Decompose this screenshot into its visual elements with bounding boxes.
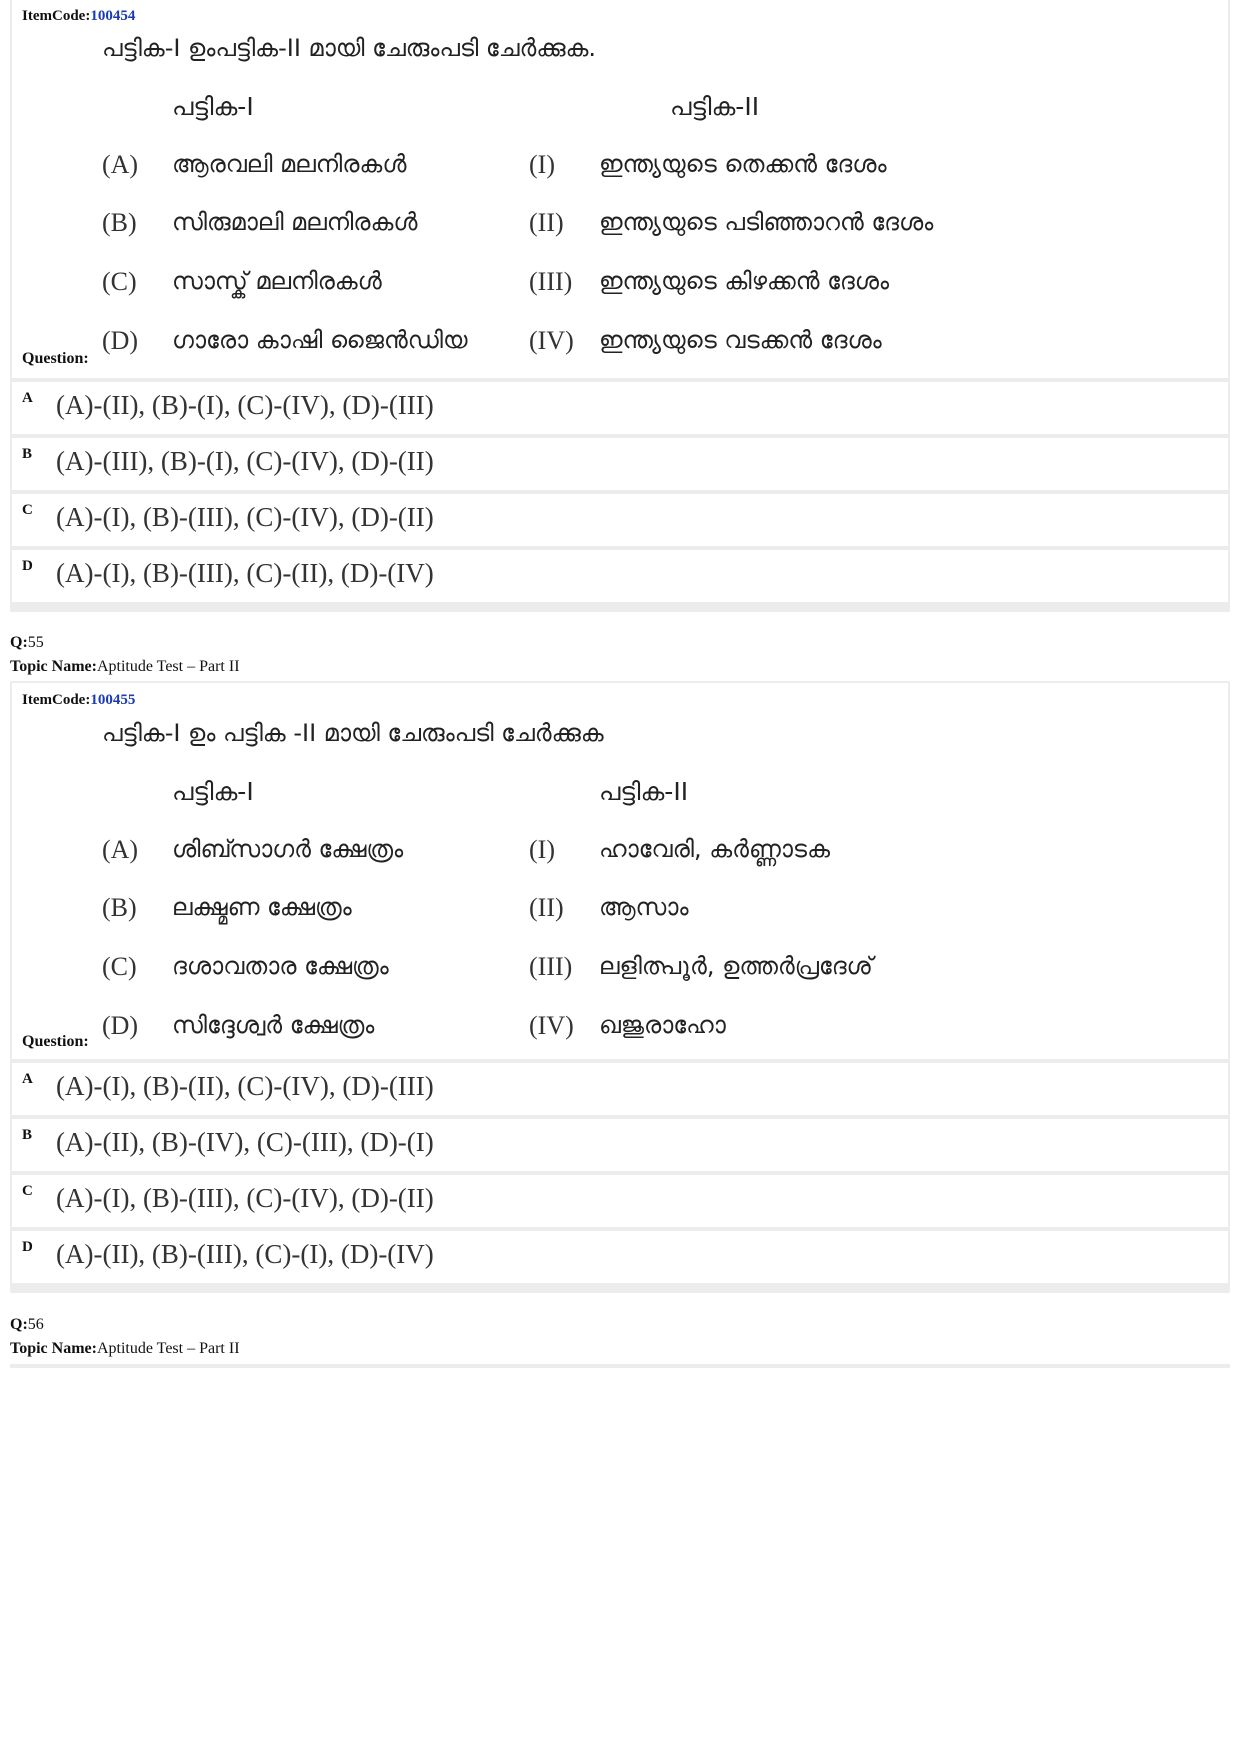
option-c[interactable]: [12, 1175, 1228, 1227]
row-label: (D): [102, 1011, 139, 1040]
row-match-label: (I): [529, 150, 555, 179]
question-block-100454: [10, 0, 1230, 612]
option-a[interactable]: [12, 382, 1228, 434]
option-text: (A)-(II), (B)-(IV), (C)-(III), (D)-(I): [56, 1127, 434, 1157]
row-match-label: (III): [529, 267, 573, 296]
row-item: ആരവലി മലനിരകൾ: [172, 150, 407, 178]
itemcode-value: 100454: [90, 8, 136, 24]
question-label: Question:: [22, 350, 89, 367]
row-match-label: (IV): [529, 1011, 574, 1040]
row-label: (B): [102, 893, 137, 922]
question-number: [10, 1316, 44, 1334]
itemcode-label: ItemCode:: [22, 692, 91, 708]
option-text: (A)-(III), (B)-(I), (C)-(IV), (D)-(II): [56, 446, 434, 476]
row-item: ലക്ഷ്മണ ക്ഷേത്രം: [172, 893, 352, 921]
row-match-item: ഹാവേരി, കർണ്ണാടക: [599, 835, 830, 863]
row-match-label: (III): [529, 952, 573, 981]
question-stem: പട്ടിക-I ഉം പട്ടിക -II മായി ചേരുംപടി ചേർക്കുക: [102, 719, 604, 747]
row-match-item: ഇന്ത്യയുടെ തെക്കൻ ദേശം: [599, 150, 887, 178]
option-text: (A)-(II), (B)-(III), (C)-(I), (D)-(IV): [56, 1239, 434, 1269]
option-letter: A: [22, 1071, 33, 1087]
match-row: [12, 208, 1228, 248]
match-row: [12, 1011, 1228, 1051]
topic-name-value: Aptitude Test – Part II: [96, 1340, 240, 1357]
row-match-label: (II): [529, 893, 564, 922]
question-number-value: 55: [27, 634, 44, 651]
match-row: [12, 893, 1228, 933]
topic-name: [10, 658, 240, 676]
question-number-value: 56: [27, 1316, 44, 1333]
option-text: (A)-(I), (B)-(III), (C)-(IV), (D)-(II): [56, 502, 434, 532]
option-letter: D: [22, 558, 33, 574]
option-text: (A)-(I), (B)-(II), (C)-(IV), (D)-(III): [56, 1071, 434, 1101]
column-1-heading: പട്ടിക-I: [172, 92, 254, 121]
row-label: (B): [102, 208, 137, 237]
topic-name-label: Topic Name:: [10, 658, 97, 675]
row-match-item: ഇന്ത്യയുടെ വടക്കൻ ദേശം: [599, 326, 882, 354]
option-text: (A)-(I), (B)-(III), (C)-(IV), (D)-(II): [56, 1183, 434, 1213]
option-letter: C: [22, 1183, 33, 1199]
question-number: [10, 634, 44, 652]
itemcode: [22, 692, 135, 709]
itemcode: [22, 8, 135, 25]
option-letter: B: [22, 1127, 33, 1143]
row-item: ശിബ്സാഗർ ക്ഷേത്രം: [172, 835, 404, 863]
match-row: [12, 150, 1228, 190]
column-2-heading: പട്ടിക-II: [670, 92, 760, 121]
row-label: (C): [102, 267, 137, 296]
option-letter: A: [22, 390, 33, 406]
row-match-label: (IV): [529, 326, 574, 355]
column-2-heading: പട്ടിക-II: [599, 777, 689, 806]
row-match-item: ഇന്ത്യയുടെ പടിഞ്ഞാറൻ ദേശം: [599, 208, 934, 236]
match-row: [12, 326, 1228, 366]
row-item: സാസ്ക് മലനിരകൾ: [172, 267, 382, 295]
option-letter: C: [22, 502, 33, 518]
match-row: [12, 267, 1228, 307]
row-label: (D): [102, 326, 139, 355]
question-block-100455: [10, 681, 1230, 1293]
question-number-label: Q:: [10, 1316, 28, 1333]
match-row: [12, 835, 1228, 875]
match-row: [12, 952, 1228, 992]
question-area: [12, 683, 1228, 1059]
question-area: [12, 0, 1228, 378]
topic-name: [10, 1340, 240, 1358]
row-match-item: ലളിത്പൂർ, ഉത്തർപ്രദേശ്: [599, 952, 873, 980]
itemcode-value: 100455: [90, 692, 136, 708]
row-match-item: ഇന്ത്യയുടെ കിഴക്കൻ ദേശം: [599, 267, 890, 295]
option-b[interactable]: [12, 438, 1228, 490]
topic-name-label: Topic Name:: [10, 1340, 97, 1357]
section-divider: [10, 1364, 1230, 1368]
itemcode-label: ItemCode:: [22, 8, 91, 24]
topic-name-value: Aptitude Test – Part II: [96, 658, 240, 675]
row-label: (A): [102, 835, 139, 864]
question-stem: പട്ടിക-I ഉംപട്ടിക-II മായി ചേരുംപടി ചേർക്കുക.: [102, 34, 597, 62]
option-text: (A)-(II), (B)-(I), (C)-(IV), (D)-(III): [56, 390, 434, 420]
option-letter: D: [22, 1239, 33, 1255]
question-label: Question:: [22, 1033, 89, 1050]
option-b[interactable]: [12, 1119, 1228, 1171]
row-item: സിദ്ദേശ്വർ ക്ഷേത്രം: [172, 1011, 375, 1039]
option-c[interactable]: [12, 494, 1228, 546]
option-text: (A)-(I), (B)-(III), (C)-(II), (D)-(IV): [56, 558, 434, 588]
question-number-label: Q:: [10, 634, 28, 651]
row-match-label: (I): [529, 835, 555, 864]
row-match-item: ആസാം: [599, 893, 689, 921]
row-item: ദശാവതാര ക്ഷേത്രം: [172, 952, 389, 980]
option-letter: B: [22, 446, 33, 462]
row-match-item: ഖജുരാഹോ: [599, 1011, 726, 1039]
row-label: (C): [102, 952, 137, 981]
option-a[interactable]: [12, 1063, 1228, 1115]
row-item: സിരുമാലി മലനിരകൾ: [172, 208, 418, 236]
option-d[interactable]: [12, 550, 1228, 602]
option-d[interactable]: [12, 1231, 1228, 1283]
column-1-heading: പട്ടിക-I: [172, 777, 254, 806]
row-item: ഗാരോ കാഷി ജൈൻഡിയ: [172, 326, 468, 354]
row-label: (A): [102, 150, 139, 179]
row-match-label: (II): [529, 208, 564, 237]
